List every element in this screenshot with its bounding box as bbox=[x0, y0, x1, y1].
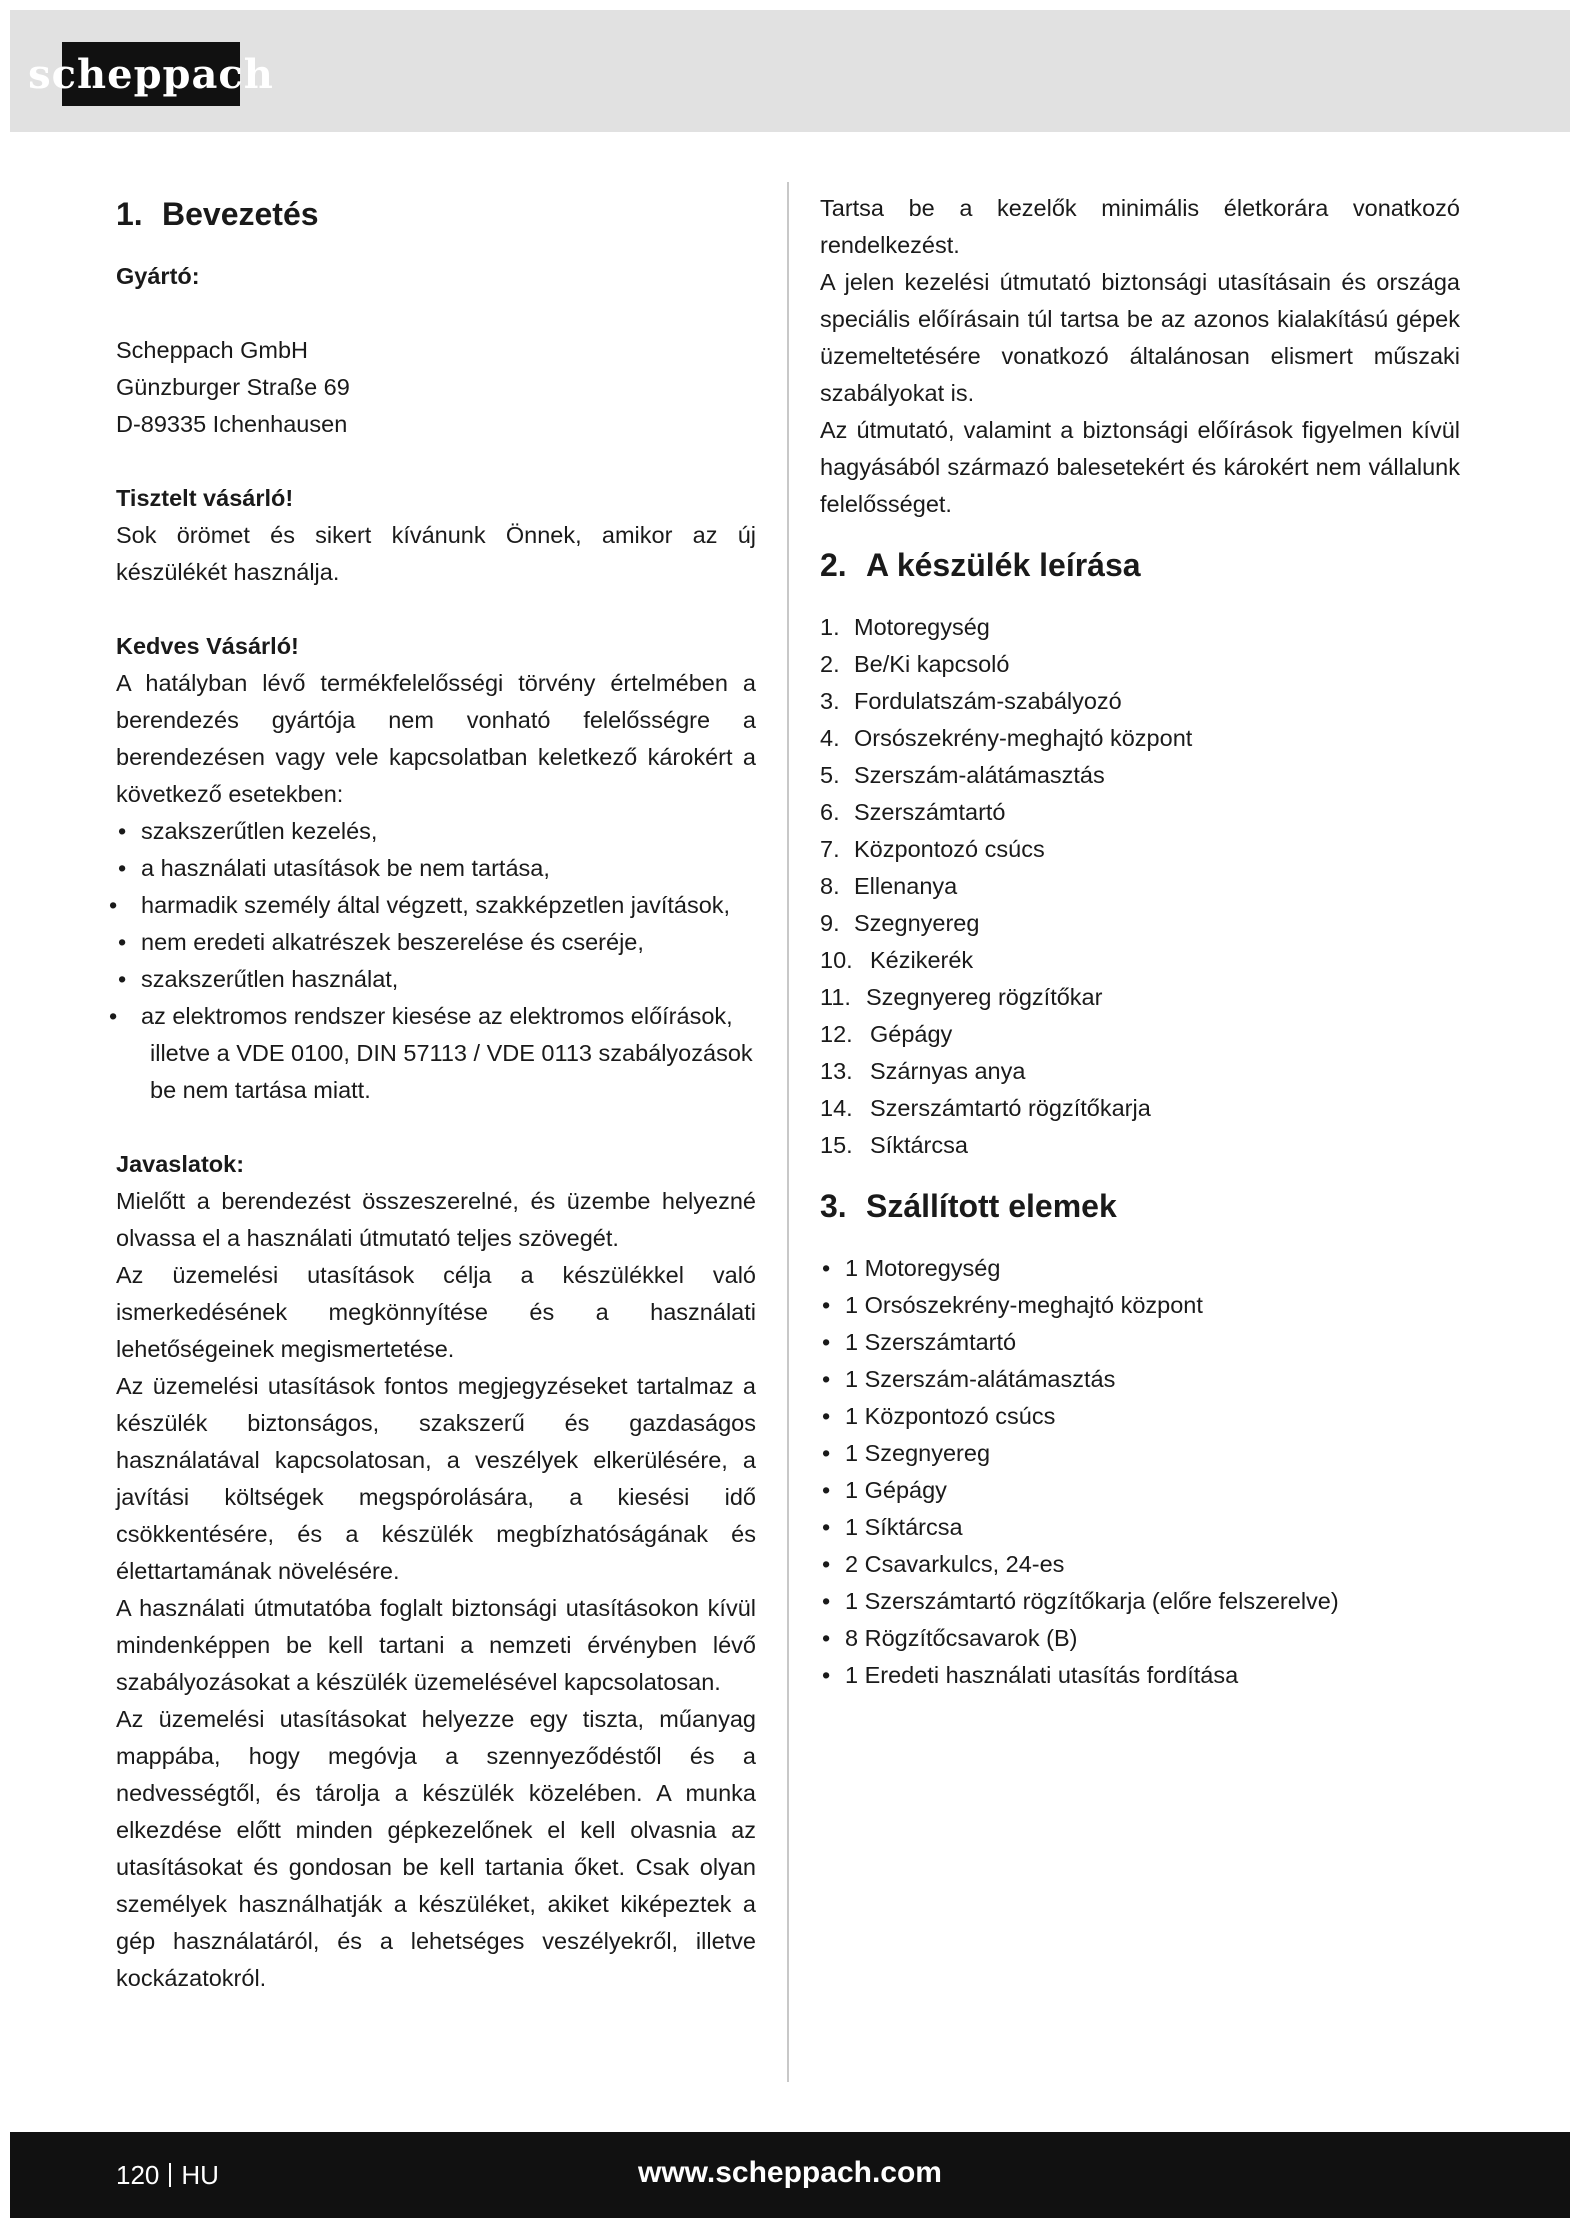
part-label: Szerszámtartó bbox=[854, 799, 1006, 825]
list-item bbox=[820, 609, 1460, 646]
list-item bbox=[820, 831, 1460, 868]
section-number: 2. bbox=[820, 547, 847, 583]
list-item: • 1 Síktárcsa bbox=[820, 1509, 1460, 1546]
section-number: 3. bbox=[820, 1188, 847, 1224]
part-number: 4. bbox=[820, 725, 840, 751]
part-number: 2. bbox=[820, 651, 840, 677]
section-title: Szállított elemek bbox=[866, 1188, 1117, 1224]
column-divider bbox=[787, 182, 789, 2082]
section-title: A készülék leírása bbox=[866, 547, 1141, 583]
manufacturer-label: Gyártó: bbox=[116, 263, 200, 289]
part-label: Motoregység bbox=[854, 614, 990, 640]
dear-customer-title: Tisztelt vásárló! bbox=[116, 485, 294, 511]
page-number: 120 bbox=[116, 2160, 160, 2190]
part-number: 5. bbox=[820, 762, 840, 788]
list-item: • 1 Központozó csúcs bbox=[820, 1398, 1460, 1435]
part-number: 15. bbox=[820, 1132, 853, 1158]
section-1-heading bbox=[116, 190, 756, 238]
part-number: 9. bbox=[820, 910, 840, 936]
part-label: Központozó csúcs bbox=[854, 836, 1045, 862]
section-number: 1. bbox=[116, 196, 143, 232]
intro-paragraph: A jelen kezelési útmutató biztonsági utasításain és országa speciális előírásain túl tartsa be az azonos kialakítású gépek üzemeltetésére vonatkozó általánosan elismert műszaki szabályokat is. bbox=[820, 269, 1460, 406]
parts-list bbox=[820, 609, 1460, 1164]
intro-paragraph: Tartsa be a kezelők minimális életkorára vonatkozó rendelkezést. bbox=[820, 195, 1460, 258]
list-item: • 1 Orsószekrény-meghajtó központ bbox=[820, 1287, 1460, 1324]
list-item bbox=[820, 868, 1460, 905]
website-link[interactable]: www.scheppach.com bbox=[638, 2156, 942, 2189]
section-3-heading bbox=[820, 1182, 1460, 1230]
recommendation-paragraph: Az üzemelési utasítások fontos megjegyzéseket tartalmaz a készülék biztonságos, szakszerű és gazdaságos használatával kapcsolatosan, a veszélyek elkerülésére, a javítási költségek megspórolására, a kiesési idő csökkentésére, és a készülék megbízhatóságának és élettartamának növelésére. bbox=[116, 1373, 756, 1584]
part-label: Orsószekrény-meghajtó központ bbox=[854, 725, 1193, 751]
list-item: • szakszerűtlen használat, bbox=[116, 961, 756, 998]
list-item bbox=[820, 1053, 1460, 1090]
list-item bbox=[820, 979, 1460, 1016]
list-item: • 8 Rögzítőcsavarok (B) bbox=[820, 1620, 1460, 1657]
list-item bbox=[820, 720, 1460, 757]
list-item: • 1 Szerszámtartó rögzítőkarja (előre felszerelve) bbox=[820, 1583, 1460, 1620]
list-item bbox=[820, 942, 1460, 979]
address-line: D-89335 Ichenhausen bbox=[116, 411, 348, 437]
list-item: • 1 Motoregység bbox=[820, 1250, 1460, 1287]
list-item bbox=[820, 794, 1460, 831]
liability-cases-list bbox=[116, 813, 756, 1109]
recommendations-title: Javaslatok: bbox=[116, 1151, 245, 1177]
dear-buyer-title: Kedves Vásárló! bbox=[116, 633, 299, 659]
part-number: 10. bbox=[820, 947, 853, 973]
list-item: • az elektromos rendszer kiesése az elektromos előírások, illetve a VDE 0100, DIN 57113 / VDE 0113 szabályozások be nem tartása miatt. bbox=[116, 998, 756, 1109]
part-label: Szárnyas anya bbox=[870, 1058, 1026, 1084]
section-title: Bevezetés bbox=[162, 196, 319, 232]
dear-customer-text: Sok örömet és sikert kívánunk Önnek, amikor az új készülékét használja. bbox=[116, 522, 756, 585]
recommendation-paragraph: Az üzemelési utasítások célja a készülékkel való ismerkedésének megkönnyítése és a használati lehetőségeinek megismertetése. bbox=[116, 1262, 756, 1362]
list-item: • nem eredeti alkatrészek beszerelése és cseréje, bbox=[116, 924, 756, 961]
list-item bbox=[820, 905, 1460, 942]
part-label: Szerszámtartó rögzítőkarja bbox=[870, 1095, 1151, 1121]
list-item bbox=[820, 757, 1460, 794]
part-label: Szerszám-alátámasztás bbox=[854, 762, 1105, 788]
part-label: Be/Ki kapcsoló bbox=[854, 651, 1010, 677]
list-item bbox=[820, 683, 1460, 720]
part-number: 8. bbox=[820, 873, 840, 899]
list-item bbox=[820, 1016, 1460, 1053]
brand-logo: scheppach bbox=[62, 42, 240, 106]
part-number: 14. bbox=[820, 1095, 853, 1121]
address-line: Günzburger Straße 69 bbox=[116, 374, 350, 400]
list-item bbox=[820, 1127, 1460, 1164]
intro-paragraph: Az útmutató, valamint a biztonsági előírások figyelmen kívül hagyásából származó balesetekért és károkért nem vállalunk felelősséget. bbox=[820, 417, 1460, 517]
section-2-heading bbox=[820, 541, 1460, 589]
part-label: Ellenanya bbox=[854, 873, 958, 899]
recommendation-paragraph: Az üzemelési utasításokat helyezze egy tiszta, műanyag mappába, hogy megóvja a szennyeződéstől és a nedvességtől, és tárolja a készülék közelében. A munka elkezdése előtt minden gépkezelőnek el kell olvasnia az utasításokat és gondosan be kell tartania őket. Csak olyan személyek használhatják a készüléket, akiket kiképeztek a gép használatáról, és a lehetséges veszélyekről, illetve kockázatokról. bbox=[116, 1706, 756, 1991]
list-item: • 1 Szegnyereg bbox=[820, 1435, 1460, 1472]
list-item: • 1 Eredeti használati utasítás fordítása bbox=[820, 1657, 1460, 1694]
part-number: 12. bbox=[820, 1021, 853, 1047]
dear-buyer-text: A hatályban lévő termékfelelősségi törvény értelmében a berendezés gyártója nem vonható felelősségre a berendezésen vagy vele kapcsolatban keletkező károkért a következő esetekben: bbox=[116, 670, 756, 807]
part-number: 1. bbox=[820, 614, 840, 640]
part-number: 11. bbox=[820, 984, 851, 1010]
recommendation-paragraph: Mielőtt a berendezést összeszerelné, és üzembe helyezné olvassa el a használati útmutató teljes szövegét. bbox=[116, 1188, 756, 1251]
part-label: Síktárcsa bbox=[870, 1132, 968, 1158]
list-item: • 1 Szerszám-alátámasztás bbox=[820, 1361, 1460, 1398]
part-number: 6. bbox=[820, 799, 840, 825]
part-number: 3. bbox=[820, 688, 840, 714]
part-label: Szegnyereg bbox=[854, 910, 980, 936]
part-number: 7. bbox=[820, 836, 840, 862]
left-column bbox=[116, 190, 756, 1997]
list-item bbox=[820, 646, 1460, 683]
list-item: • 2 Csavarkulcs, 24-es bbox=[820, 1546, 1460, 1583]
part-label: Gépágy bbox=[870, 1021, 953, 1047]
language-code: HU bbox=[181, 2160, 219, 2190]
list-item: • a használati utasítások be nem tartása, bbox=[116, 850, 756, 887]
part-label: Fordulatszám-szabályozó bbox=[854, 688, 1122, 714]
right-column bbox=[820, 190, 1460, 1694]
address-line: Scheppach GmbH bbox=[116, 337, 309, 363]
list-item: • szakszerűtlen kezelés, bbox=[116, 813, 756, 850]
part-number: 13. bbox=[820, 1058, 853, 1084]
list-item: • 1 Szerszámtartó bbox=[820, 1324, 1460, 1361]
part-label: Szegnyereg rögzítőkar bbox=[866, 984, 1103, 1010]
recommendation-paragraph: A használati útmutatóba foglalt biztonsági utasításokon kívül mindenképpen be kell tartani a nemzeti érvényben lévő szabályozásokat a készülék üzemelésével kapcsolatosan. bbox=[116, 1595, 756, 1695]
list-item: • 1 Gépágy bbox=[820, 1472, 1460, 1509]
list-item: • harmadik személy által végzett, szakképzetlen javítások, bbox=[116, 887, 756, 924]
part-label: Kézikerék bbox=[870, 947, 974, 973]
list-item bbox=[820, 1090, 1460, 1127]
delivered-items-list bbox=[820, 1250, 1460, 1694]
